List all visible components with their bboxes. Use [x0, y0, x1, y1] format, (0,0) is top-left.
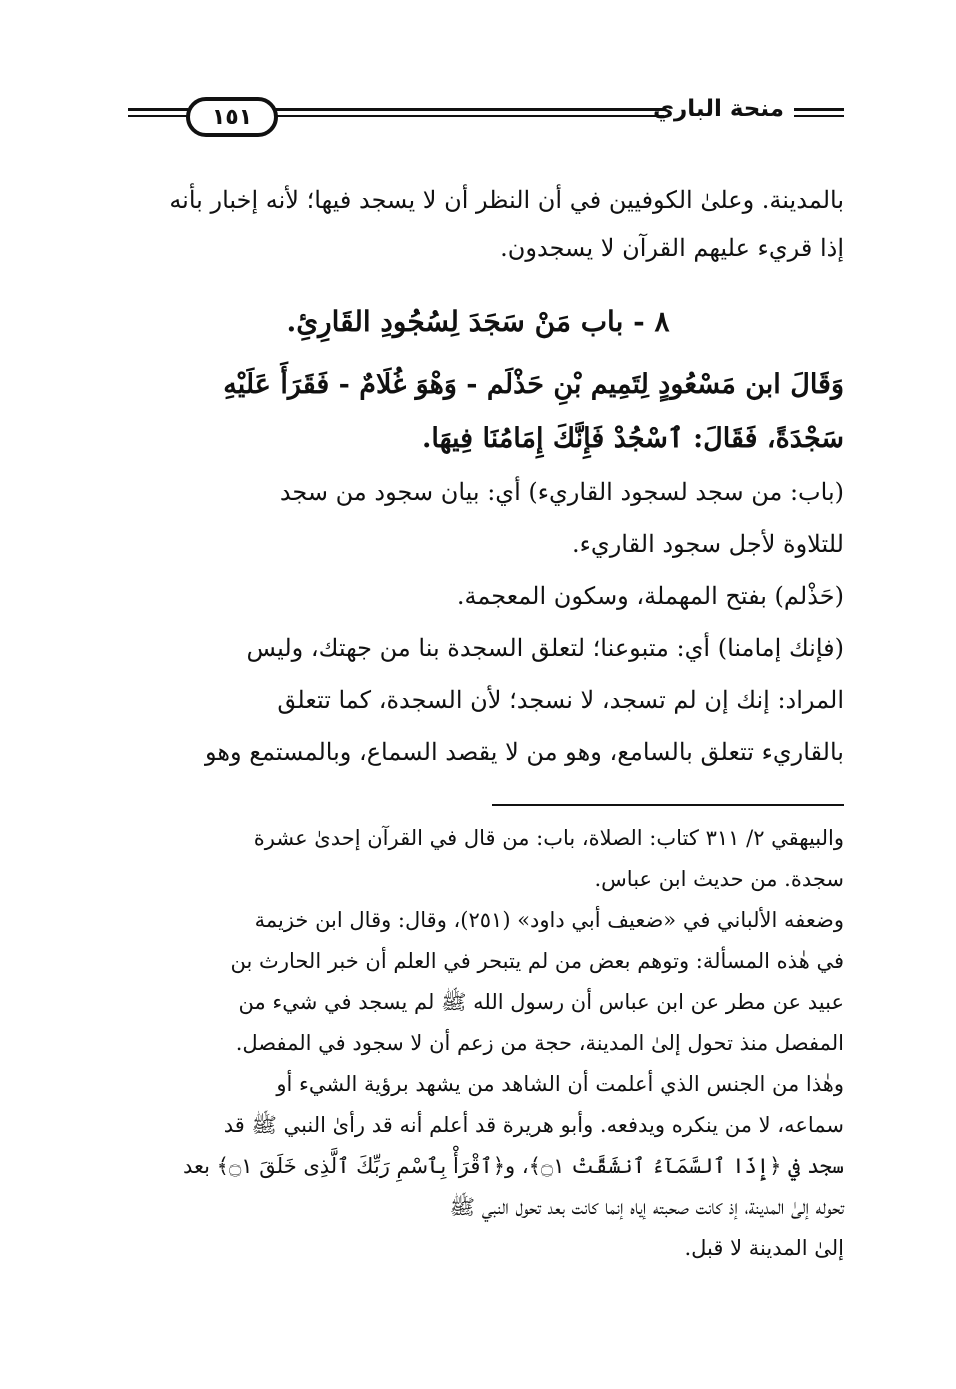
page-number-badge: [186, 97, 278, 137]
footnote-separator: [492, 804, 844, 806]
header-rule: [128, 115, 188, 117]
hadith-text: [132, 358, 844, 466]
footnote-line: في هٰذه المسألة: وتوهم بعض من لم يتبحر في العلم أن خبر الحارث بن: [230, 949, 844, 973]
header-rule: [794, 108, 844, 111]
running-title: منحة الباري: [652, 96, 784, 122]
footnote-line: المفصل منذ تحول إلىٰ المدينة، حجة من زعم أن لا سجود في المفصل.: [235, 1031, 844, 1055]
text-line: (فإنك إمامنا) أي: متبوعنا؛ لتعلق السجدة بنا من جهتك، وليس: [246, 634, 844, 662]
footnote-line: إلىٰ المدينة لا قبل.: [684, 1236, 844, 1260]
commentary-paragraph: [132, 622, 844, 778]
text-line: سَجْدَةً، فَقَالَ: ٱسْجُدْ فَإِنَّكَ إِمَامُنَا فِيهَا.: [421, 423, 844, 454]
text-line: بالمدينة. وعلىٰ الكوفيين في أن النظر أن لا يسجد فيها؛ لأنه إخبار بأنه: [169, 186, 844, 214]
text-line: (باب: من سجد لسجود القاريء) أي: بيان سجود من سجد: [279, 478, 844, 506]
commentary-paragraph: [132, 570, 844, 622]
footnote-line: سماعه، لا من ينكره ويدفعه. وأبو هريرة قد أعلم أنه قد رأىٰ النبي ﷺ قد: [223, 1113, 844, 1137]
text-line: وَقَالَ ابن مَسْعُودٍ لِتَمِيم بْنِ حَذْلَم - وَهْوَ غُلَامٌ - فَقَرَأَ عَلَيْهِ: [223, 369, 844, 400]
footnote-line: عبيد عن مطر عن ابن عباس أن رسول الله ﷺ لم يسجد في شيء من: [238, 990, 844, 1014]
header-rule: [274, 108, 664, 111]
header-rule: [794, 115, 844, 117]
intro-paragraph: [132, 176, 844, 272]
header-rule: [128, 108, 188, 111]
footnote-line: وضعفه الألباني في «ضعيف أبي داود» (٢٥١)، وقال: وقال ابن خزيمة: [254, 908, 844, 932]
footnote-line: وهٰذا من الجنس الذي أعلمت أن الشاهد من يشهد برؤية الشيء أو: [276, 1072, 844, 1096]
text-line: للتلاوة لأجل سجود القاريء.: [572, 530, 844, 558]
commentary-paragraph: [132, 466, 844, 570]
footnote-line: سجدة. من حديث ابن عباس.: [594, 867, 844, 891]
text-line: إذا قريء عليهم القرآن لا يسجدون.: [500, 234, 844, 262]
footnote-line: والبيهقي ٢/ ٣١١ كتاب: الصلاة، باب: من قال في القرآن إحدىٰ عشرة: [253, 826, 844, 850]
page-header: [128, 92, 844, 144]
footnote-line: سجد في ﴿إِذَا ٱلسَّمَآءُ ٱنشَقَّتْ ۝١﴾، و﴿ٱقْرَأْ بِٱسْمِ رَبِّكَ ٱلَّذِى خَلَقَ ۝١﴾ بعد: [182, 1154, 844, 1178]
page-number: ١٥١: [211, 104, 253, 130]
chapter-heading: ٨ - باب مَنْ سَجَدَ لِسُجُودِ القَارِئِ.: [286, 305, 670, 338]
footnote-line: تحوله إلىٰ المدينة، إذ كانت صحبته إياه إنما كانت بعد تحول النبي ﷺ: [449, 1195, 844, 1219]
text-line: بالقاريء تتعلق بالسامع، وهو من لا يقصد السماع، وبالمستمع وهو: [205, 738, 844, 766]
header-rule: [274, 115, 664, 117]
text-line: المراد: إنك إن لم تسجد، لا نسجد؛ لأن السجدة، كما تتعلق: [277, 686, 844, 714]
footnotes: [132, 818, 844, 1269]
text-line: (حَذْلم) بفتح المهملة، وسكون المعجمة.: [456, 582, 844, 610]
